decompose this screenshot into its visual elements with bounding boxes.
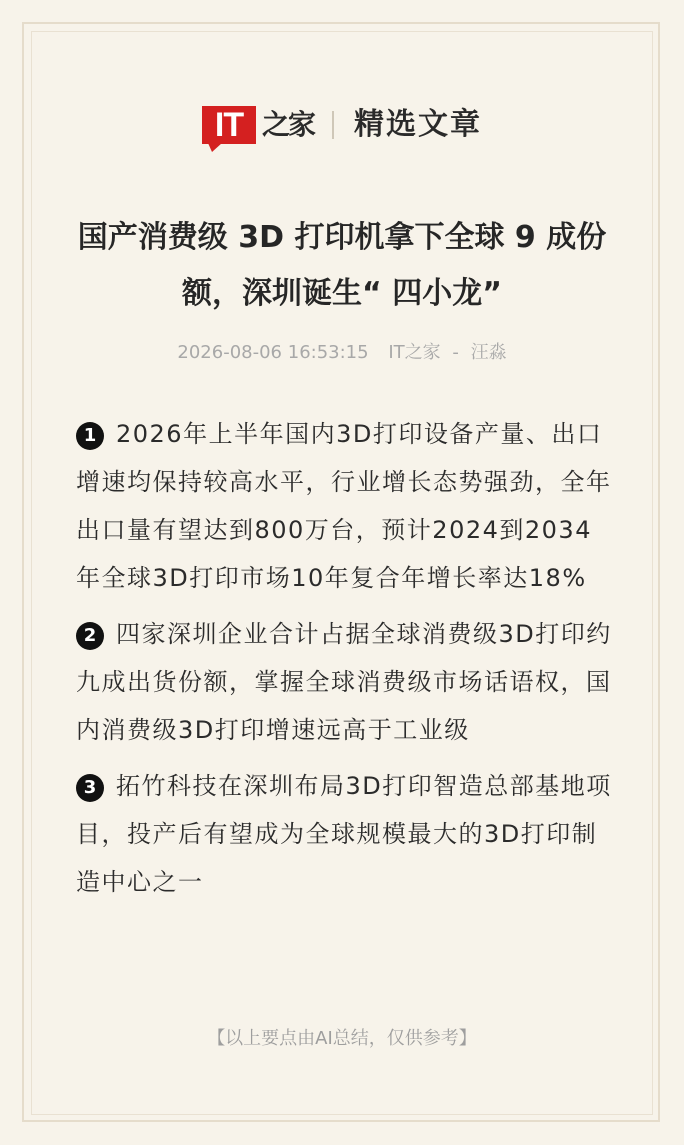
key-point-1 [76, 410, 614, 602]
point-number-badge: 3 [76, 774, 104, 802]
article-title: 国产消费级 3D 打印机拿下全球 9 成份额，深圳诞生“ 四小龙” [77, 220, 607, 311]
key-points-list [76, 410, 614, 914]
ithome-logo [202, 102, 314, 148]
logo-zhijia-text: 之家 [261, 108, 314, 141]
ai-summary-disclaimer: 【以上要点由AI总结，仅供参考】 [207, 1028, 477, 1049]
article-meta [0, 338, 684, 368]
article-author: 汪淼 [470, 342, 507, 363]
key-point-2 [76, 610, 614, 754]
key-point-text: 拓竹科技在深圳布局3D打印智造总部基地项目，投产后有望成为全球规模最大的3D打印制造中心之一 [76, 772, 612, 896]
publish-date: 2026-08-06 16:53:15 [177, 342, 369, 363]
section-title: 精选文章 [354, 107, 482, 142]
key-point-text: 2026年上半年国内3D打印设备产量、出口增速均保持较高水平，行业增长态势强劲，全年出口量有望达到800万台，预计2024到2034年全球3D打印市场10年复合年增长率达18% [76, 420, 612, 592]
header [0, 102, 684, 148]
key-point-text: 四家深圳企业合计占据全球消费级3D打印约九成出货份额，掌握全球消费级市场话语权，国内消费级3D打印增速远高于工业级 [76, 620, 612, 744]
point-number-badge: 1 [76, 422, 104, 450]
key-point-3 [76, 762, 614, 906]
point-number-badge: 2 [76, 622, 104, 650]
logo-it-mark: IT [202, 106, 256, 144]
author-separator: - [452, 342, 459, 363]
article-source: IT之家 [388, 342, 441, 363]
header-divider [332, 111, 334, 139]
